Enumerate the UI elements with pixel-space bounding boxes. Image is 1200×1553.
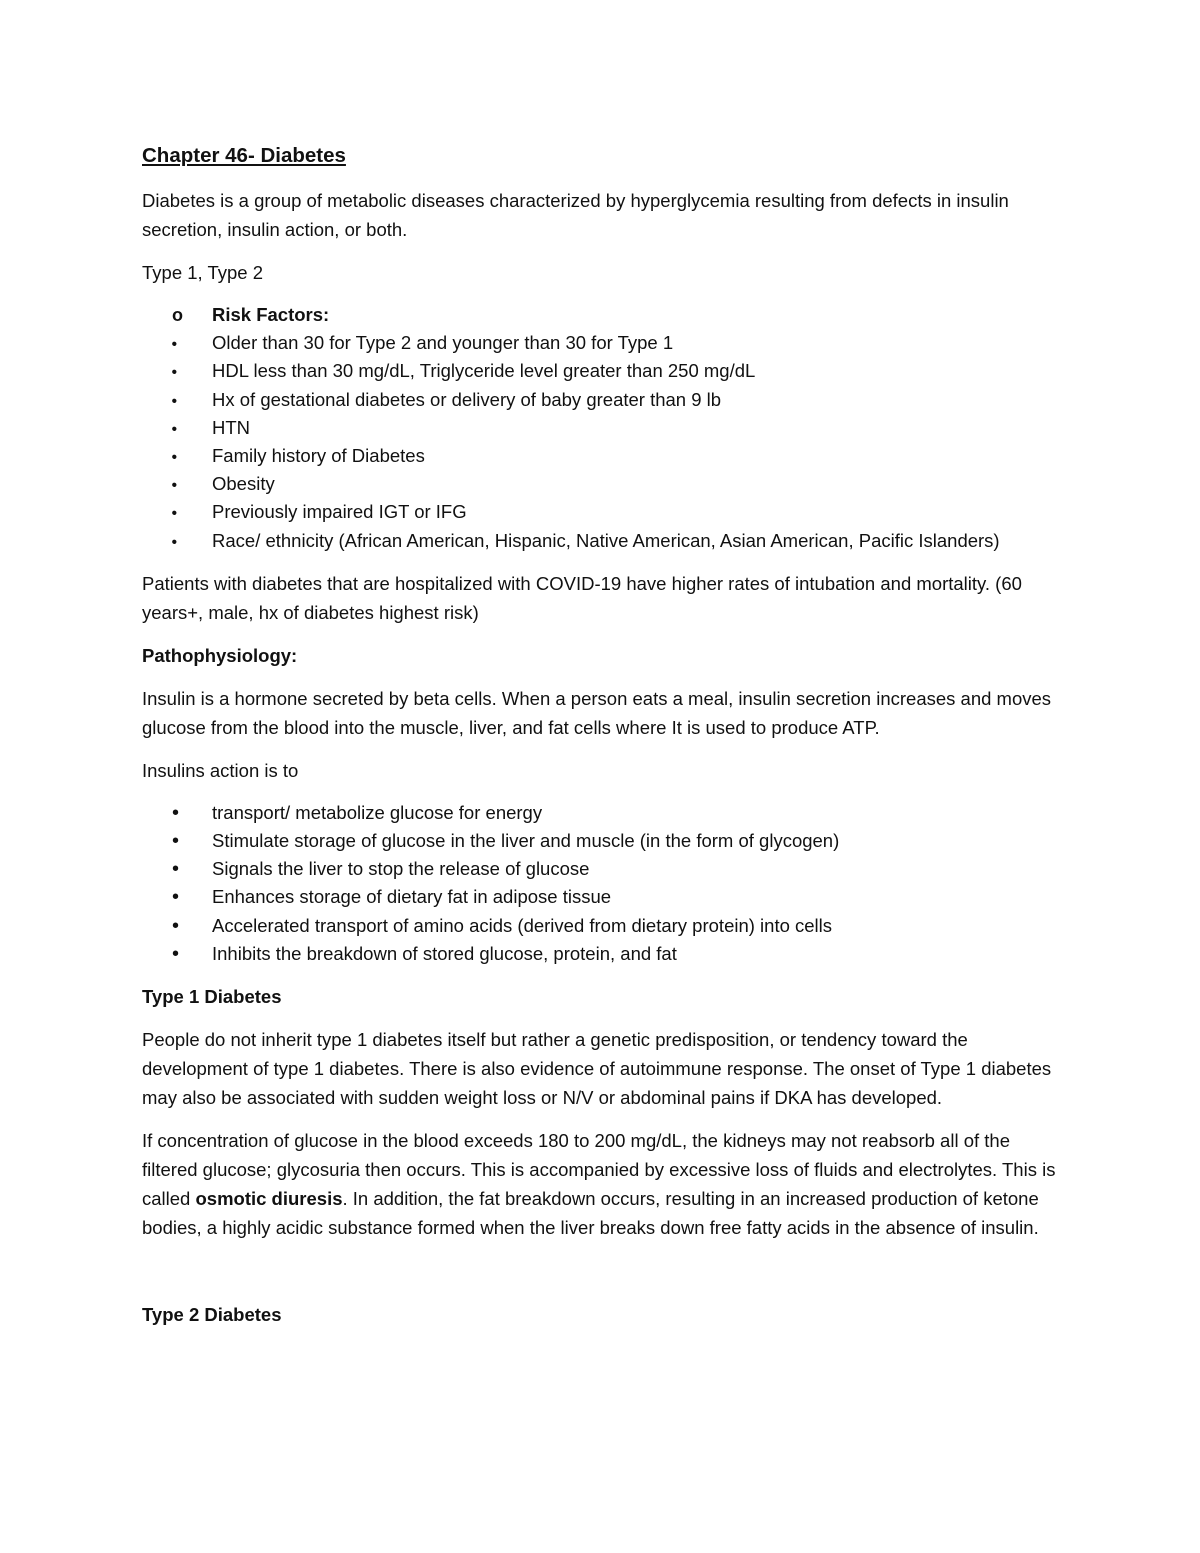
risk-factor-text: Hx of gestational diabetes or delivery of baby greater than 9 lb [212,388,722,410]
bullet-icon: • [172,886,180,909]
type2-heading: Type 2 Diabetes [142,1304,282,1326]
list-item [142,498,1062,526]
list-item [142,442,1062,470]
list-item [142,883,1062,911]
risk-factor-text: HDL less than 30 mg/dL, Triglyceride level greater than 250 mg/dL [212,360,756,382]
bullet-icon: • [169,392,181,411]
bullet-icon: • [172,942,180,965]
bullet-icon: • [169,420,181,439]
risk-factor-text: Race/ ethnicity (African American, Hispanic, Native American, Asian American, Pacific Islanders) [212,529,1000,551]
list-item [142,386,1062,414]
pathophysiology-heading: Pathophysiology: [142,644,298,666]
list-item [142,329,1062,357]
list-item [142,940,1062,968]
type1-paragraph-2 [142,1126,1062,1242]
risk-factors-list [142,301,1062,555]
pathophysiology-body: Insulin is a hormone secreted by beta cells. When a person eats a meal, insulin secretion increases and moves glucose from the blood into the muscle, liver, and fat cells where It is used to produce ATP. [142,687,1052,738]
insulin-action-text: Accelerated transport of amino acids (derived from dietary protein) into cells [212,914,833,936]
bullet-icon: • [169,505,181,523]
risk-factor-text: Obesity [212,473,275,495]
types-line: Type 1, Type 2 [142,262,264,283]
bullet-icon: • [169,533,181,552]
page-title: Chapter 46- Diabetes [142,144,346,167]
bullet-icon: • [172,914,180,937]
bullet-icon: • [172,830,180,853]
risk-factor-text: Previously impaired IGT or IFG [212,501,467,523]
insulin-action-text: Stimulate storage of glucose in the liver and muscle (in the form of glycogen) [212,830,840,852]
list-item [142,799,1062,827]
risk-factors-heading: Risk Factors: [212,304,330,325]
bullet-icon: • [169,363,181,382]
list-item [142,414,1062,442]
type1-paragraph-1: People do not inherit type 1 diabetes itself but rather a genetic predisposition, or tendency toward the development of type 1 diabetes. There is also evidence of autoimmune response. The onset of Type 1 diabetes may also be associated with sudden weight loss or N/V or abdominal pains if DKA has developed. [142,1029,1052,1109]
list-item [142,855,1062,883]
list-item [142,912,1062,940]
risk-factor-text: Older than 30 for Type 2 and younger than 30 for Type 1 [212,332,674,354]
risk-factor-text: HTN [212,416,251,438]
bullet-icon: • [172,858,180,881]
insulin-action-text: transport/ metabolize glucose for energy [212,801,543,823]
list-item [142,527,1062,555]
insulin-action-text: Signals the liver to stop the release of glucose [212,858,590,880]
list-item [142,357,1062,385]
bullet-icon: • [172,801,180,824]
list-item [142,827,1062,855]
osmotic-diuresis-term: osmotic diuresis [195,1188,343,1210]
insulin-actions-list [142,799,1062,968]
document-content [142,140,1062,1343]
type1-paragraph-2-end: . In addition, the fat breakdown occurs, resulting in an increased production of ketone bodies, a highly acidic substance formed when the liver breaks down free fatty acids in the absence of insulin. [142,1188,1039,1239]
intro-paragraph: Diabetes is a group of metabolic diseases characterized by hyperglycemia resulting from defects in insulin secretion, insulin action, or both. [142,190,1009,240]
insulin-action-text: Inhibits the breakdown of stored glucose, protein, and fat [212,942,677,964]
type1-heading: Type 1 Diabetes [142,986,282,1008]
insulin-action-intro: Insulins action is to [142,759,299,781]
circle-bullet-icon: o [172,305,183,325]
list-item [142,470,1062,498]
section-spacer [142,1256,1062,1300]
bullet-icon: • [169,448,181,467]
risk-factors-heading-item [142,301,1062,329]
insulin-action-text: Enhances storage of dietary fat in adipose tissue [212,886,612,908]
bullet-icon: • [169,476,181,495]
covid-note: Patients with diabetes that are hospitalized with COVID-19 have higher rates of intubation and mortality. (60 years+, male, hx of diabetes highest risk) [142,572,1022,623]
type1-paragraph-2-start: If concentration of glucose in the blood exceeds 180 to 200 mg/dL, the kidneys may not reabsorb all of the filtered glucose; glycosuria then occurs. This is accompanied by excessive loss of fluids and electrolytes. This is called [142,1130,1056,1210]
risk-factor-text: Family history of Diabetes [212,445,425,467]
bullet-icon: • [169,335,181,354]
